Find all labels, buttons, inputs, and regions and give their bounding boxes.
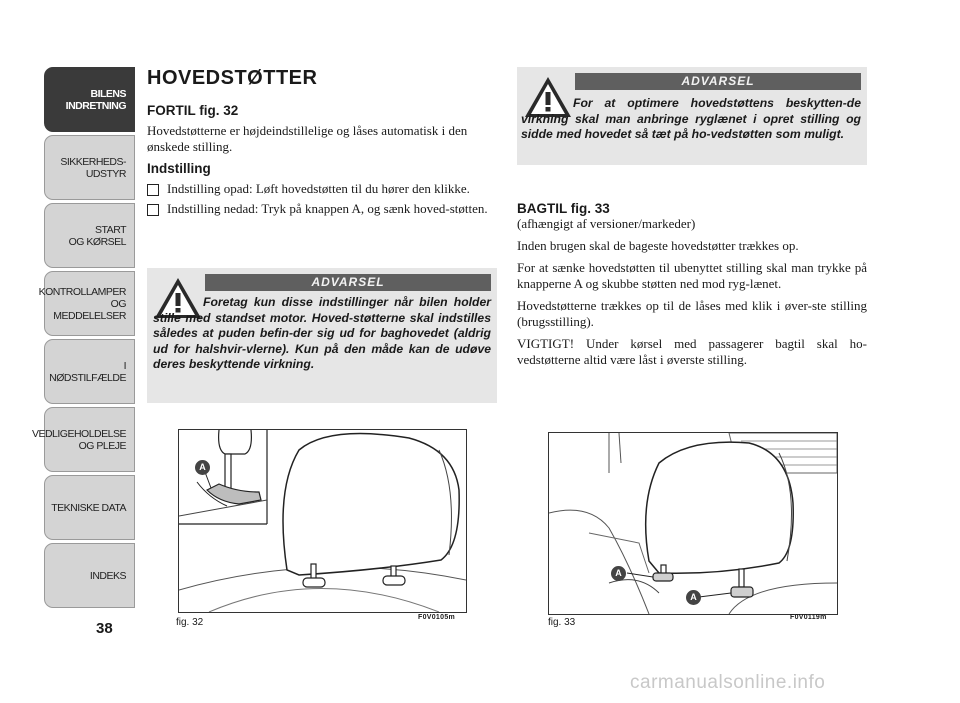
- rear-paragraph: Hovedstøtterne trækkes op til de låses med klik i øver-ste stilling (brugsstilling).: [517, 298, 867, 329]
- watermark: carmanualsonline.info: [630, 672, 826, 693]
- tab-label: OG PLEJE: [78, 439, 126, 452]
- figure-33: [548, 432, 838, 615]
- headrest-rear-illustration: [549, 433, 837, 614]
- tab-label: VEDLIGEHOLDELSE: [31, 427, 126, 440]
- rear-subheading: BAGTIL fig. 33: [517, 201, 610, 216]
- front-section: [147, 103, 497, 221]
- rear-note: (afhængigt af versioner/markeder): [517, 216, 696, 231]
- tab-label: TEKNISKE DATA: [51, 501, 126, 514]
- tab-label: I NØDSTILFÆLDE: [49, 359, 126, 384]
- list-item-text: Indstilling opad: Løft hovedstøtten til du hører den klikke.: [167, 181, 470, 196]
- fig33-caption: fig. 33: [548, 617, 576, 628]
- tab-kontrollamper[interactable]: [38, 271, 135, 336]
- tab-bilens-indretning[interactable]: [44, 67, 135, 132]
- list-item-text: Indstilling nedad: Tryk på knappen A, og sænk hoved-støtten.: [167, 201, 488, 216]
- rear-paragraph: For at sænke hovedstøtten til ubenyttet stilling skal man trykke på knapperne A og skubbe støtten ned mod ryg-lænet.: [517, 260, 867, 291]
- warning-box-left: [147, 268, 497, 403]
- tab-label: SIKKERHEDS-: [60, 155, 126, 168]
- warning-text-content: Foretag kun disse indstillinger når bilen holder stille med standset motor. Hoved-støtterne skal indstilles således at puden befin-der sig ud for baghovedet (aldrig ud for halshvir-vlerne). Kun på den måde kan de udøve deres beskyttende virkning.: [153, 295, 491, 371]
- tab-label: OG KØRSEL: [68, 235, 126, 248]
- figure-32: [178, 429, 467, 613]
- tab-start-og-korsel[interactable]: [44, 203, 135, 268]
- fig33-code: F0V0119m: [790, 614, 827, 621]
- warning-text-content: For at optimere hovedstøttens beskytten-de virkning skal man anbringe ryglænet i opret stilling og sidde med hovedet så tæt på ho-vedstøtten som muligt.: [521, 96, 861, 141]
- callout-a-icon: A: [686, 590, 701, 605]
- tab-label: INDRETNING: [65, 99, 126, 112]
- tab-label: UDSTYR: [85, 167, 126, 180]
- tab-sikkerhedsudstyr[interactable]: [44, 135, 135, 200]
- tab-label: START: [95, 223, 126, 236]
- rear-paragraph: VIGTIGT! Under kørsel med passagerer bagtil skal ho-vedstøtterne altid være låst i øverste stilling.: [517, 336, 867, 367]
- tab-i-nodstilfaelde[interactable]: [44, 339, 135, 404]
- fig32-caption: fig. 32: [176, 617, 204, 628]
- warning-text: [521, 96, 861, 143]
- tab-label: BILENS: [90, 87, 126, 100]
- checkbox-icon: [147, 204, 159, 216]
- warning-text: [153, 295, 491, 373]
- front-intro: Hovedstøtterne er højdeindstillelige og låses automatisk i den ønskede stilling.: [147, 123, 468, 154]
- tab-vedligeholdelse[interactable]: [31, 407, 135, 472]
- tab-label: OG MEDDELELSER: [53, 297, 126, 322]
- list-item: [147, 181, 497, 197]
- warning-title: ADVARSEL: [575, 73, 861, 90]
- checkbox-icon: [147, 184, 159, 196]
- list-item: [147, 201, 497, 217]
- tab-indeks[interactable]: [44, 543, 135, 608]
- tab-tekniske-data[interactable]: [44, 475, 135, 540]
- page-title: HOVEDSTØTTER: [147, 67, 318, 89]
- adjust-title: Indstilling: [147, 161, 211, 176]
- headrest-front-illustration: [179, 430, 466, 612]
- rear-section: [517, 201, 867, 374]
- rear-paragraph: Inden brugen skal de bageste hovedstøtter trækkes op.: [517, 238, 799, 253]
- callout-a-icon: A: [195, 460, 210, 475]
- front-subheading: FORTIL fig. 32: [147, 103, 239, 118]
- fig32-code: F0V0105m: [418, 614, 456, 621]
- warning-title: ADVARSEL: [205, 274, 491, 291]
- tab-label: INDEKS: [89, 569, 126, 582]
- warning-box-right: [517, 67, 867, 165]
- tab-label: KONTROLLAMPER: [38, 285, 126, 298]
- callout-a-icon: A: [611, 566, 626, 581]
- page-number: 38: [96, 620, 113, 637]
